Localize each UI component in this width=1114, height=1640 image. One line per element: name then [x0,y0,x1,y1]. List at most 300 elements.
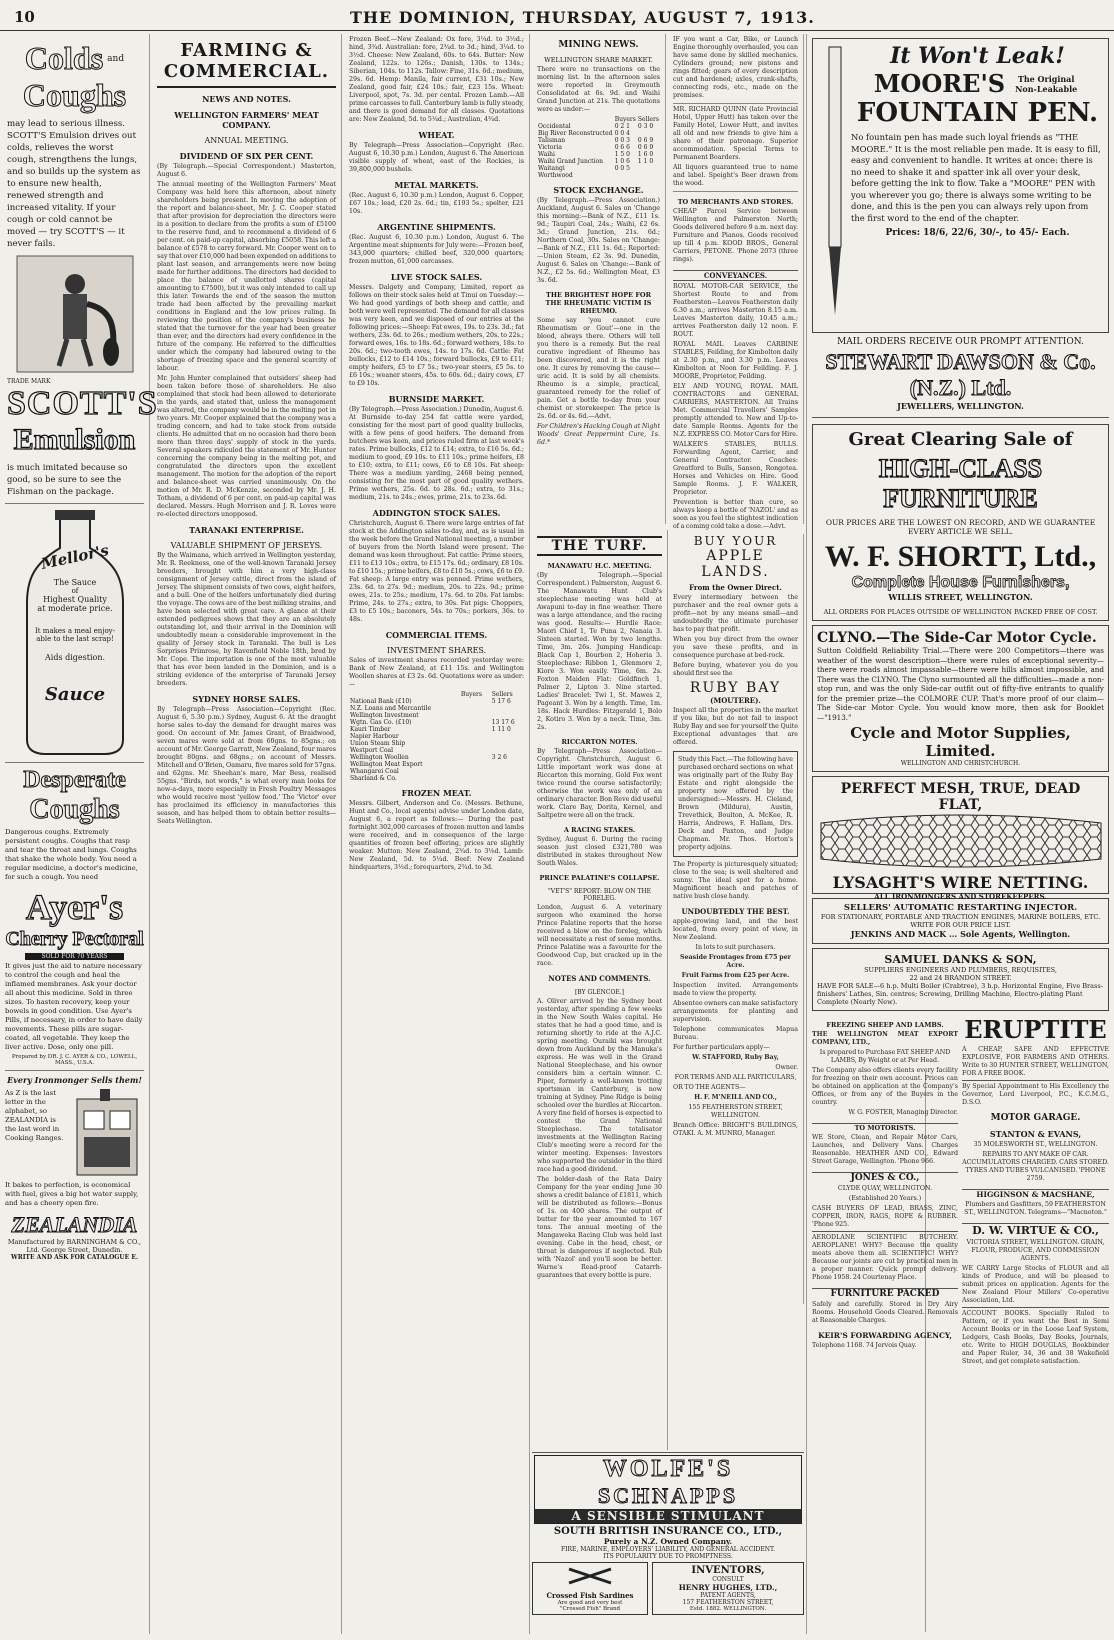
telephone-text: Telephone communicates Mapua Bureau. [673,1026,798,1041]
royal-motor-ad: ROYAL MOTOR-CAR SERVICE, the Shortest Route to and from Featherston—Leaves Featherston daily 6.30 a.m.; arrives Masterton 8.15 a.m. Leaves Masterton daily, 10.45 a.m.; arrives Featherston daily 12 noon. F. ROUT. [673,283,798,338]
prevention-ad: Prevention is better than cure, so always keep a bottle of 'NAZOL' and as soon as you feel the slightest indication of a coming cold take a dose.—Advt. [673,499,798,530]
table-row [537,137,660,144]
argentine-heading: ARGENTINE SHIPMENTS. [377,222,496,232]
freezing-heading: FREEZING SHEEP AND LAMBS. [826,1021,944,1029]
sardines-ad [532,1562,648,1615]
table-cell: Waitangi [538,165,565,172]
table-row [349,726,524,733]
south-british-ad [532,1526,804,1560]
terms-text: FOR TERMS AND ALL PARTICULARS, [674,1074,797,1081]
merchants-heading: TO MERCHANTS AND STORES. [677,198,794,206]
prince-heading: PRINCE PALATINE'S COLLAPSE. [539,874,660,882]
ruby-bay-ad [670,530,671,531]
sauce-line-0: The Sauce [53,578,97,587]
original-text: The Original Non-Leakable [1015,73,1078,94]
and-text: and [107,53,125,64]
vets-heading: "VET'S" REPORT: BLOW ON THE FORELEG. [548,888,651,902]
owner-label: Owner. [775,1064,798,1071]
burnside-body: (By Telegraph.—Press Association.) Dunedin, August 6. At Burnside to-day 254 fat cattle were yarded, consisting for the most part of good quality bullocks, with a few pens of good heifers. The demand from butchers was keen, and prices ruled firm at last week's rates. Prime bullocks, £12 to £14; extra, to £16 5s. 6d.; medium to good, £9 10s. to £11 10s.; prime heifers, £8 to £10; extra, to £11; cows, £6 to £8 10s. Fat sheep: There was a medium yarding, 2468 being penned, consisting for the most part of good quality wethers. Prime wethers, 25s. 6d. to 28s. 6d.; extra, to 31s.; medium, 21s. to 24s.; ewes, prime, 21s. to 23s. 6d. [349,406,524,501]
table-cell [637,130,660,137]
henry-hughes-name: HENRY HUGHES, LTD., [678,1583,778,1592]
cherry-pectoral-name: Cherry Pectoral [5,928,144,950]
column-farming-commercial [152,34,342,1634]
masthead [0,0,1114,31]
table-cell [460,754,491,761]
metal-heading: METAL MARKETS. [394,180,479,190]
complete-furnishers: Complete House Furnishers, [851,574,1070,591]
ely-young-ad: ELY AND YOUNG, ROYAL MAIL CONTRACTORS and GENERAL CARRIERS, MASTERTON. All Trains Met. Commercial Travellers' Samples promptly attended to. New and Up-to-date Sample Rooms. Agents for the N.Z. EXPRESS CO. Motor Cars for Hire. [673,383,798,438]
crossed-fish-icon [565,1565,615,1587]
great-clearing-heading: Great Clearing Sale of [848,429,1073,450]
farming-commercial-heading: FARMING & COMMERCIAL. [157,40,336,88]
range-stove-icon [72,1089,142,1179]
inventors-ad [652,1562,804,1615]
sardines-sub: Are good and very best [557,1600,623,1606]
table-cell: 0 0 5 [614,165,630,172]
table-cell: 0 2 1 [614,123,630,130]
apple-body-4: Inspect all the properties in the market if you like, but do not fail to inspect Ruby Bay and see for yourself the Quite Exceptional advantages that are offered. [673,707,798,746]
jones-established: (Established 20 Years.) [848,1195,922,1202]
table-cell: Whangarei Coal [350,768,399,775]
table-cell [460,768,491,775]
lots-text: In lots to suit purchasers. [695,944,776,951]
livestock-body: Messrs. Dalgety and Company, Limited, report as follows on their stock sales held at Tinui on Tuesday:—We had good yardings of both sheep and cattle, and both were well represented. The demand for all classes was very keen, and we disposed of our entries at the following prices:—Sheep: Fat ewes, 19s. to 23s. 3d.; fat wethers, 23s. 6d. to 26s.; medium wethers, 20s. to 22s.; forward ewes, 16s. to 18s. 6d.; forward wethers, 18s. to 20s. 6d.; two-tooth ewes, 14s. to 17s. 6d. Cattle: Fat bullocks, £12 to £14 10s.; forward bullocks, £9 to £11; empty heifers, £5 to £7 5s.; two-year steers, £5 5s. to £6 10s.; weaner steers, 45s. to 60s. 6d.; dairy cows, £7 to £9 10s. [349,284,524,387]
table-cell [460,761,491,768]
table-cell [491,705,524,712]
eruptite-appointment: By Special Appointment to His Excellency the Governor, Lord Liverpool, P.C., K.C.M.G., D.S.O. [962,1080,1109,1107]
from-owner-heading: From the Owner Direct. [689,583,782,592]
jerseys-heading: VALUABLE SHIPMENT OF JERSEYS. [170,541,323,550]
table-row [537,158,660,165]
table-cell: Kauri Timber [350,726,391,733]
mining-heading: MINING NEWS. [558,40,639,50]
page-number: 10 [14,8,35,26]
eruptite-body: A CHEAP, SAFE AND EFFECTIVE EXPLOSIVE, FOR FARMERS AND OTHERS. Write to 30 HUNTER STREET, WELLINGTON, FOR A FREE BOOK. [962,1046,1109,1077]
nz-owned-text: Purely a N.Z. Owned Company. [603,1537,733,1546]
table-header: Buyers [460,691,482,698]
addington-body: Christchurch, August 6. There were large entries of fat stock at the Addington sales to-day, and, as is usual in the week before the Grand National meeting, a number of buyers from the North Island were present. The demand was keen throughout. Fat cattle: Prime steers, £11 to £13 10s.; extra, to £15 17s. 6d.; ordinary, £8 10s. to £10 15s.; prime heifers, £8 to £10 5s.; cows, £6 to £9. Fat sheep: A large entry was penned. Prime wethers, 23s. 6d. to 27s. 9d.; medium, 20s. to 22s. 9d.; prime ewes, 21s. to 25s.; medium, 17s. 6d. to 20s. Fat lambs: Prime, 24s. to 27s.; extra, to 30s. Fat pigs: Choppers, £3 to £5 10s.; baconers, 54s. to 70s.; porkers, 36s. to 48s. [349,520,524,623]
sellers-injector-ad [812,898,1109,944]
table-cell: 1 1 0 [637,158,654,165]
wheat-heading: WHEAT. [418,130,455,140]
taranaki-heading: TARANAKI ENTERPRISE. [189,525,304,535]
branch-office: Branch Office: BRIGHT'S BUILDINGS, OTAKI. A. M. MUNRO, Manager. [673,1122,798,1137]
meat-export-body: The Company also offers clients every facility for freezing on their own account. Prices can be obtained on application at the Company's Offices, or from any of the Buyers in the country. [812,1067,958,1106]
stock-body: (By Telegraph.—Press Association.) Auckland, August 6. Sales on 'Change this morning:—Bank of N.Z., £11 1s. 9d.; Taupiri Coal, 24s.; Waihi, £2 6s. 3d.; Grand Junction, 21s. 6d.; Northern Coal, 30s. Sales on 'Change:—Bank of N.Z., £11 1s. 6d.; Reported:—Union Steam, £2 3s. 9d. Dunedin, August 6. Sales on 'Change:—Bank of N.Z., £2 5s. 6d.; Wellington Meat, £3 3s. 6d. [537,197,660,284]
table-cell: 3 2 6 [491,754,508,761]
table-row [537,123,660,130]
higginson-body: Plumbers and Gasfitters, 59 FEATHERSTON ST., WELLINGTON. Telegrams—"Macnoton." [964,1201,1107,1216]
sauce-line-3: at moderate price. [37,604,113,613]
children-cough: For Children's Hacking Cough at Night Woods' Great Peppermint Cure, 1s. 6d.* [537,423,660,446]
pen-prices: Prices: 18/6, 22/6, 30/-, to 45/- Each. [885,228,1070,238]
scotts-imitated-text: is much imitated because so good, so be sure to see the Fishman on the package. [7,462,128,496]
danks-ad [812,948,1109,1011]
table-cell: Westport Coal [350,747,394,754]
table-cell: 0 0 4 [614,130,630,137]
table-cell: 5 17 6 [491,698,511,705]
meat-export-prepared: Is prepared to Purchase FAT SHEEP AND LAMBS, By Weight or at Per Head. [819,1049,951,1064]
table-cell [637,172,660,179]
mellors-sauce-ad [5,508,144,758]
table-cell [460,740,491,747]
dateline: (By Telegraph.—Special Correspondent.) Masterton, August 6. [157,163,336,178]
clyno-heading: CLYNO.—The Side-Car Motor Cycle. [817,630,1097,646]
stanton-name: STANTON & EVANS, [989,1129,1082,1139]
mining-body: There were no transactions on the morning list. In the afternoon sales were reported in Greymouth Consolidated at 6s. 9d. and Waihi Grand Junction at 21s. The quotations were as under:— [537,66,660,113]
table-cell: Sharland & Co. [350,775,397,782]
rheumatic-heading: THE BRIGHTEST HOPE FOR THE RHEUMATIC VICTIM IS RHEUMO. [545,291,652,315]
mellors-name: Mellor's [39,541,111,573]
meat-company-heading: WELLINGTON FARMERS' MEAT COMPANY. [174,110,319,130]
frozen-meat-heading: FROZEN MEAT. [401,788,472,798]
scotts-emulsion-ad [5,38,158,499]
stanton-address: 35 MOLESWORTH ST., WELLINGTON. [973,1141,1098,1148]
table-cell: Waihi Grand Junction [538,158,603,165]
ironmonger-slogan: Every Ironmonger Sells them! [7,1075,142,1085]
jones-address: CLYDE QUAY, WELLINGTON. [837,1185,933,1192]
sardines-name: Crossed Fish Sardines [546,1591,634,1600]
table-cell: 0 6 6 [614,144,630,151]
sellers-heading: SELLERS' AUTOMATIC RESTARTING INJECTOR. [843,903,1078,913]
table-row [537,172,660,179]
table-row [537,165,660,172]
undoubtedly-heading: UNDOUBTEDLY THE BEST. [681,907,790,916]
aeroplane-butchery-ad: AERODLANE SCIENTIFIC BUTCHERY. AEROPLANE! WHY? Because the quality meats above them all. SCIENTIFIC! WHY? Because our joints are cut by practical men in a proper manner. Quick prompt delivery. Phone 1958. 24 Courtenay Place. [812,1231,958,1282]
manawatu-body: (By Telegraph.—Special Correspondent.) Palmerston, August 6. The Manawatu Hunt Club's steeplechase meeting was held at Awapuni to-day in fine weather. There was a large attendance, and the racing was good. Results:— Hurdle Race: Maori Chief 1, Te Puna 2, Nanaia 3. Sixteen started. Won by two lengths. Time, 3m. 26s. Jumping Handicap: Black Cap 1, Bourbon 2, Hoheria 3. Steeplechase: Ribbon 1, Glenmore 2, Kiore 3. Won easily. Time, 6m. 2s. Foxton Maiden Flat: Goldfinch 1, Palmer 2, Lipton 3. Nine started. Ladies' Bracelet: Twi 1, St. Mawes 2, Pageant 3. Won by a length. Time, 1m. 18s. Hack Hurdles: Fitzgerald 1, Bolo 2, Kotiro 3. Won by a neck. Time, 3m. 2s. [537,572,662,731]
cycle-supplies-name: Cycle and Motor Supplies, Limited. [850,724,1071,760]
table-cell: 0 0 3 [614,137,630,144]
frozen-meat-body: Messrs. Gilbert, Anderson and Co. (Messrs. Bethune, Hunt and Co., local agents) advise under London date, August 6, a report as follows:— During the past fortnight 302,000 carcases of frozen mutton and lambs were received, and in consequence of the large quantities of frozen beef offering, prices are slightly weaker. Mutton: New Zealand, 2¾d. to 3⅛d. Lamb: New Zealand, 5d. to 5¼d. Beef: New Zealand hindquarters, 3½d.; forequarters, 2¾d. to 3d. [349,800,524,871]
shortt-furniture-ad [812,424,1109,621]
table-cell: N.Z. Loans and Mercantile [350,705,432,712]
fountain-pen-icon [823,47,847,317]
share-market-heading: WELLINGTON SHARE MARKET. [544,56,653,64]
annual-meeting-heading: ANNUAL MEETING. [204,136,289,145]
sauce-line-6: Aids digestion. [44,653,106,662]
table-cell: National Bank (£10) [350,698,412,705]
continued-body: Frozen Beef.—New Zealand: Ox fore, 3¼d. to 3½d.; hind, 3¾d. Australian: fore, 2¾d. to 3d.; hind, 3¼d. to 3½d. Cheese: New Zealand, 60s. to 64s. Butter: New Zealand, 122s. to 126s.; Danish, 130s. to 134s.; Siberian, 104s. to 112s. Tallow: Fine, 31s. 6d.; medium, 29s. 6d. Hemp: Manila, fair current, £31 10s.; New Zealand, good fair, £24 10s.; fair, £23 15s. Wheat: Liverpool, spot, 7s. 3d. per cental. Frozen Lamb.—All prime carcasses to full. Canterbury lamb is fully steady, and there is good demand for all classes. Quotations are: New Zealand, 5d. to 5¼d.; Australian, 4¾d. [349,36,524,123]
motorists-heading: TO MOTORISTS. [812,1123,958,1132]
table-cell: Worthwood [538,172,573,179]
notes-body-2: The bolder-dash of the Rata Dairy Company for the year ending June 30 shows a credit balance of £1811, which will be distributed as follows:—Bonus of 1s. on 400 shares. The output of butter for the year amounted to 167 tons. The annual meeting of the Mangaweka Racing Club was held last evening. Cabe in the head, chest, or throat is dangerous if neglected. Rub with 'Nazol' and you'll soon be better. Warne's Read-proof Catarrh-guarantees that every bottle is pure. [537,1176,662,1279]
burnside-heading: BURNSIDE MARKET. [388,394,485,404]
consult-text: CONSULT [712,1576,744,1583]
table-cell: Union Steam Ship [350,740,406,747]
conveyances-heading: CONVEYANCES. [673,270,798,281]
table-row [349,719,524,726]
desperate-coughs-heading: Coughs [29,794,120,825]
table-cell: Wellington Meat Export [350,761,423,768]
desperate-body: Dangerous coughs. Extremely persistent coughs. Coughs that rasp and tear the throat and lungs. Coughs that shake the whole body. You need a regular medicine, a doctor's medicine, for such a cough. You need [5,828,138,881]
danks-name: SAMUEL DANKS & SON, [884,953,1037,966]
jewellers-text: JEWELLERS, WELLINGTON. [897,401,1024,411]
stewart-dawson-name: STEWART DAWSON & Co. (N.Z.) Ltd. [825,349,1096,400]
sauce-line-4: It makes a meal enjoy- [35,627,115,635]
lowest-text: OUR PRICES ARE THE LOWEST ON RECORD, AND WE GUARANTEE EVERY ARTICLE WE SELL. [825,518,1096,536]
table-row [349,691,524,698]
moores-name: MOORE'S [873,69,1006,98]
table-cell [614,172,637,179]
desperate-heading: Desperate [23,767,126,793]
bottom-middle-ads [532,1452,804,1635]
table-cell [460,733,491,740]
cycle-supplies-address: WELLINGTON AND CHRISTCHURCH. [900,760,1021,767]
table-cell [460,698,491,705]
table-cell: Napier Harbour [350,733,399,740]
notes-body: A. Oliver arrived by the Sydney boat yesterday, after spending a few weeks in the New South Wales capital. He states that he had a good time, and is returning shortly to ride at the A.J.C. spring meeting. Ouraiki was brought down from Auckland by the Manuka's express. He was well in the Grand National Steeplechase, and his owner considers him a certain winner. C. Piper, formerly a well-known trotting sportsman in Canterbury, is now training at Sydney. Pine Ridge is being schooled over the hurdles at Riccarton. A very fine field of horses is expected to contest the Grand National Steeplechase. The totalisator investments at the Wellington Racing Club's meeting were a record for the winter meeting. Expenses: Investors who supported the outsider in the third race had a good dividend. [537,998,662,1173]
jones-body: CASH BUYERS OF LEAD, BRASS, ZINC, COPPER, IRON, RAGS, ROPE & RUBBER. 'Phone 925. [812,1205,958,1228]
eruptite-name: ERUPTITE [964,1015,1107,1044]
racing-stakes-body: Sydney, August 6. During the racing season just closed £321,780 was distributed in stakes throughout New South Wales. [537,836,662,867]
racing-stakes-heading: A RACING STAKES. [563,826,636,834]
henry-address: 157 FEATHERSTON STREET, [682,1599,774,1606]
buy-your-heading: BUY YOUR [693,534,778,548]
inventors-heading: INVENTORS, [691,1565,765,1576]
popularity-text: ITS POPULARITY DUE TO PROMPTNESS. [603,1553,733,1560]
table-cell [460,775,491,782]
sauce-line-1: of [71,587,79,595]
table-row [537,116,660,123]
seaside-text: Seaside Frontages from £75 per Acre. [680,954,791,969]
fountain-pen-heading: FOUNTAIN PEN. [856,98,1099,128]
wire-netting-icon [821,813,1101,869]
table-cell: Waihi [538,151,555,158]
table-cell [491,768,524,775]
table-header [349,691,460,698]
table-header: Sellers [491,691,513,698]
column-the-turf [532,530,668,1450]
inspection-text: Inspection invited. Arrangements made to view the property. [673,982,798,997]
stafford-name: W. STAFFORD, Ruby Bay, [692,1054,779,1061]
apple-body-3: Before buying, whatever you do you should first see the [673,662,798,677]
table-row [537,151,660,158]
addington-heading: ADDINGTON STOCK SALES. [372,508,501,518]
stanton-body: REPAIRS TO ANY MAKE OF CAR. ACCUMULATORS CHARGED. CARS STORED. TYRES AND TUBES VULCANISED. 'PHONE 2759. [962,1151,1109,1182]
scotts-body: may lead to serious illness. SCOTT'S Emulsion drives out colds, relieves the worst cough, strengthens the lungs, and so builds up the system as to ensure new health, renewed strength and increased vitality. If your cough or cold cannot be moved — try SCOTT'S — it never fails. [7,119,141,249]
zealandia-right-text: It bakes to perfection, is economical with fuel, gives a big hot water supply, and has a cheery open fire. [5,1181,139,1207]
column-mining-turf [532,34,666,524]
newspaper-title: THE DOMINION, THURSDAY, AUGUST 7, 1913. [350,8,815,27]
table-cell [460,719,491,726]
zealandia-name: ZEALANDIA [11,1212,138,1237]
apple-body-6: apple-growing land, and the best located, from every point of view, in New Zealand. [673,918,798,941]
table-cell: 0 3 0 [637,123,654,130]
mining-table [537,116,660,179]
further-text: For further particulars apply— [673,1044,770,1051]
ironmongers-text: ALL IRONMONGERS AND STOREKEEPERS. [874,892,1047,901]
table-row [349,775,524,782]
catalogue-link[interactable]: WRITE AND ASK FOR CATALOGUE E. [11,1254,138,1261]
table-cell [491,740,524,747]
table-cell: Wgtn. Gas Co. (£10) [350,719,412,726]
table-cell [637,165,660,172]
danks-body: HAVE FOR SALE—6 h.p. Multi Boiler (Crabtree), 3 h.p. Horizontal Engine, Five Brass-finishers' Lathes, Sin. centres; Screwing, Drilling Machine, Electro-plating Plant Complete (Nearly New). [817,982,1103,1006]
riccarton-heading: RICCARTON NOTES. [561,738,638,746]
liquors-ad: All liquors guaranteed true to name and label. Speight's Beer drawn from the wood. [673,164,798,192]
table-cell: Occidental [538,123,571,130]
stimulant-banner: A SENSIBLE STIMULANT [535,1509,801,1523]
dividend-heading: DIVIDEND OF SIX PER CENT. [179,151,314,161]
column-livestock [344,34,530,1634]
table-cell [460,705,491,712]
apple-lands-heading: APPLE LANDS. [701,548,770,580]
keir-address: Telephone 1168. 74 Jervois Quay. [812,1342,917,1349]
zealandia-left-text: As Z is the last letter in the alphabet, so ZEALANDIA is the last word in Cooking Ranges. [5,1089,64,1142]
fisherman-trademark-icon [15,254,135,374]
jones-name: JONES & CO., [812,1172,958,1183]
virtue-body-2: WE CARRY Large Stocks of FLOUR and all kinds of Produce, and will be pleased to submit prices on application. Agents for the New Zealand Flour Millers' Co-operative Association, Ltd. [962,1265,1109,1304]
meat-body-2: Mr. John Hunter complained that outsiders' sheep had been taken before those of shareholders. He also complained that stock had been allowed to deteriorate in the yards, and stated that, unless the management was altered, the company would be in the melting pot in two years. Mr. Cooper explained that the company was a trading concern, and had to take stock from outside clients. He admitted that on no occasion had there been more than three days' supply of stock in the yards. Several speakers ridiculed the statement of Mr. Hunter concerning the company being in the melting pot, and congratulated the directors upon the excellent management. The motion for the adoption of the report and balance-sheet was carried unanimously. On the motion of Mr. R. D. McKenzie, seconded by Mr. J. H. Totham, a dividend of 6 per cent. on paid-up capital was declared. Messrs. Hugh Morrison and J. R. Loves were re-elected directors unopposed. [157,375,336,518]
table-cell [460,726,491,733]
table-cell: Victoria [538,144,562,151]
table-cell [460,747,491,754]
stewart-dawson-ad [812,337,1109,411]
wont-leak-heading: It Won't Leak! [890,43,1065,69]
manawatu-heading: MANAWATU H.C. MEETING. [547,562,652,570]
pen-body: No fountain pen has made such loyal friends as "THE MOORE." It is the most reliable pen made. It is easy to fill, easy and convenient to handle. It writes at once: there is no need to shake it and spatter ink all over your desk, before getting the ink to flow. Take a "MOORE" PEN with you wherever you go; there is always some writing to be done, and this is the pen you can always rely upon from the first word to the end of the chapter. [851,132,1101,223]
table-header [537,116,614,123]
zealandia-range-ad [5,1075,144,1261]
table-cell: Wellington Woollen [350,754,409,761]
moore-pen-ad [812,38,1109,333]
investment-body: Sales of investment shares recorded yesterday were: Bank of New Zealand, at £11 15s. and Wellington Woollen shares at £3 2s. 6d. Quotations were as under:— [349,657,524,688]
argentine-body: (Rec. August 6, 10.30 p.m.) London, August 6. The Argentine meat shipments for July were:—Frozen beef, 343,000 quarters; chilled beef, 320,000 quarters; frozen mutton, 61,000 carcasses. [349,234,524,265]
furniture-packed-body: Safely and carefully. Stored in Dry Airy Rooms. Household Goods Cleared. Removals at Reasonable Charges. [812,1301,958,1324]
riccarton-body: By Telegraph—Press Association—Copyright. Christchurch, August 6. Little important work was done at Riccarton this morning. Gold Fox went twice round the course satisfactorily; otherwise the work was only of an ordinary character. Bon Reve did useful work. Clare Bay, Dorita, Kernel, and Saltpetre were all on the track. [537,748,662,819]
table-cell: 13 17 6 [491,719,515,726]
all-orders-text: ALL ORDERS FOR PLACES OUTSIDE OF WELLINGTON PACKED FREE OF COST. [823,608,1098,616]
high-class-heading: HIGH-CLASS FURNITURE [878,454,1043,513]
livestock-heading: LIVE STOCK SALES. [390,272,483,282]
sellers-body: FOR STATIONARY, PORTABLE AND TRACTION ENGINES, MARINE BOILERS, ETC. WRITE FOR OUR PRICE LIST. [820,913,1101,929]
cheap-parcel-ad: CHEAP Parcel Service between Wellington and Palmerston North; Goods delivered before 9 a.m. next day. Furniture and Pianos. Goods received up till 4 p.m. KOOD BROS., General Carriers, PETONE. 'Phone 2073 (three rings). [673,208,798,263]
sydney-horse-heading: SYDNEY HORSE SALES. [192,694,301,704]
table-cell: Big River Reconstructed [538,130,613,137]
apple-body-5: The Property is picturesquely situated; close to the sea; is well sheltered and sunny. The ideal spot for a home. Magnificent beach and patches of native bush close handy. [673,861,798,900]
motorists-body: WE Store, Clean, and Repair Motor Cars, Launches, and Delivery Vans. Charges Reasonable. HEATHER AND CO., Edward Street Garage, Wellington. 'Phone 966. [812,1134,958,1165]
clyno-body: Sutton Coldfield Reliability Trial.—There were 200 Competitors—there was weather of the worst description—there were rules of exceptional severity—there were roads almost impassable—there were hills almost impossible, and There was the CLYNO. The Clyno surmounted all the difficulties—made a non-stop run, and was the only Side-car outfit out of fifty-five entrants to qualify for the premier prize—the COLMORE CUP. That's more proof of our claim—The Side-car Motor Cycle. You would know more, then ask for Booklet—"1913." [817,646,1104,722]
shortt-name: W. F. SHORTT, Ltd., [824,540,1097,573]
royal-mail-ad: ROYAL MAIL Leaves CARBINE STABLES, Feilding, for Kimbolton daily at 2.30 p.m., and 3.30 p.m. Leaves Kimbolton at Noon for Feilding. F. J. MOORE, Proprietor, Feilding. [673,341,798,380]
marine-text: FIRE, MARINE, EMPLOYERS' LIABILITY, AND GENERAL ACCIDENT. [560,1546,776,1553]
table-row [537,130,660,137]
scotts-name: SCOTT'S [7,385,158,422]
clyno-ad [812,625,1109,772]
table-row [349,747,524,754]
table-row [349,698,524,705]
table-cell: Wellington Investment [350,712,419,719]
column-classifieds [668,34,804,530]
table-cell: 1 5 0 [614,151,630,158]
henry-established: Estd. 1882. WELLINGTON. [689,1606,767,1612]
notes-heading: NOTES AND COMMENTS. [548,974,651,983]
sold-years: SOLD FOR 70 YEARS [25,953,124,960]
sauce-name: Sauce [44,684,106,705]
table-cell [460,712,491,719]
apple-body-1: Every intermediary between the purchaser and the real owner gets a profit—not by any means small—and undoubtedly the ultimate purchaser has to pay that profit. [673,594,798,633]
patent-agents-text: PATENT AGENTS, [700,1592,756,1599]
study-fact-box: Study this Fact.—The following have purchased orchard sections on what was originally part of the Ruby Bay Estate and right alongside the property now offered by the undersigned:—Messrs. H. Cleland, Brown (Mildura), Austin, Trevethick, Boulton, A. McKee, R. Harris, Andrews, F. Hallam, Drs. Deck and Paxton, and Judge Chapman. Mr. Thos. Horton's property adjoins. [673,751,798,857]
stock-exchange-heading: STOCK EXCHANGE. [553,185,644,195]
ayers-body: It gives just the aid to nature necessary to control the cough and heal the inflamed membranes. Ask your doctor all about this medicine. Sold in three sizes. To hasten recovery, keep your bowels in good condition. Use Ayer's Pills, if necessary, in order to have daily movements. These pills are sugar-coated, all vegetable. They keep the liver active. Dose, only one pill. [5,962,143,1051]
schnapps-name: SCHNAPPS [597,1483,739,1508]
table-cell: 0 6 9 [637,137,654,144]
table-cell: 0 6 9 [637,144,654,151]
virtue-body: VICTORIA STREET, WELLINGTON. GRAIN, FLOUR, PRODUCE, AND COMMISSION AGENTS. [966,1239,1105,1262]
table-row [349,768,524,775]
keir-name: KEIR'S FORWARDING AGENCY, [818,1331,952,1340]
wheat-body: By Telegraph—Press Association—Copyright (Rec. August 6, 10.30 p.m.) London, August 6. The American visible supply of wheat, east of the Rockies, is 39,800,000 bushels. [349,142,524,173]
turf-heading: THE TURF. [537,536,662,556]
table-row [537,144,660,151]
table-cell [491,761,524,768]
agents-address: 155 FEATHERSTON STREET, WELLINGTON. [688,1104,783,1119]
taranaki-body: By the Waimana, which arrived in Wellington yesterday, Mr. R. Reekness, one of the well-known Taranaki Jersey breeders, brought with him a very high-class consignment of Jersey cattle, direct from the island of Jersey. The shipment consists of two cows, eight heifers, and a bull. One of the heifers unfortunately died during the voyage. The cows are of the best milking strains, and have been selected with great care. A glance at their extended pedigrees shows that they are an absolutely outstanding lot, and their arrival in the Dominion will undoubtedly mean a considerable improvement in the quality of Jersey stock in Taranaki. The bull is Les Sorprises Primrose, by Ravenfield Noble 18th, bred by Mr. Cope. The importation is one of the most valuable that has ever been landed in the Dominion, and is a striking evidence of the enterprise of Taranaki Jersey breeders. [157,552,336,687]
table-cell [491,712,524,719]
danks-address: 22 and 24 BRANDON STREET. [909,974,1012,982]
motor-garage-heading: MOTOR GARAGE. [990,1113,1081,1123]
ruby-bay-heading: RUBY BAY [689,680,782,696]
sauce-line-2: Highest Quality [43,595,107,604]
column-ads-left [0,34,158,1634]
crossed-fish-brand: "Crossed Fish" Brand [559,1606,621,1612]
ayers-footer: Prepared by DR. J. C. AYER & CO., LOWELL, MASS., U.S.A. [11,1054,138,1066]
ayers-pectoral-ad [5,767,144,1066]
willis-street: WILLIS STREET, WELLINGTON. [888,592,1033,602]
shares-table [349,691,524,782]
table-header: Sellers [637,116,659,123]
jenkins-mack: JENKINS AND MACK ... Sole Agents, Wellington. [850,929,1071,939]
lysaght-netting-ad [812,776,1109,901]
table-cell [491,747,524,754]
or-to-text: OR TO THE AGENTS— [673,1084,746,1091]
coughs-heading: Coughs [22,77,127,113]
account-books-ad: ACCOUNT BOOKS. Specially Ruled to Pattern, or if you want the Best in Semi Account Books or in the Loose Leaf System, Ledgers, Cash Books, Day Books, Journals, etc. Write to HIGH DOUGLAS, Bookbinder and Paper Ruler, 34, 36 and 38 Wakefield Street, and get complete satisfaction. [962,1307,1109,1366]
agents-name: H. F. M'NEILL AND CO., [694,1094,777,1101]
rheumatic-body: Some say 'you cannot cure Rheumatism or Gout'—one in the blood, always there. Others will tell you there is a remedy. But the real curative ingredient of Rheumo has been discovered, and it is the right one. It cures by removing the cause—uric acid. It is sold by all chemists. Rheumo is a simple, practical, guaranteed remedy for the relief of pain. Get a bottle to-day from your chemist or storekeeper. The price is 2s. 6d. or 4s. 6d.—Advt. [537,317,660,420]
wolfes-name: WOLFE'S [602,1456,734,1482]
sauce-line-5: able to the last scrap! [36,635,114,643]
investment-heading: INVESTMENT SHARES. [386,646,487,655]
higginson-name: HIGGINSON & MACSHANE, [962,1189,1109,1199]
table-header: Buyers [614,116,636,123]
danks-sub: SUPPLIERS ENGINEERS AND PLUMBERS, REQUISITES, [864,966,1057,974]
perfect-mesh-text: PERFECT MESH, TRUE, DEAD FLAT, [840,781,1081,813]
furniture-packed-heading: FURNITURE PACKED [812,1288,958,1299]
table-row [349,705,524,712]
sydney-horse-body: By Telegraph—Press Association—Copyright (Rec. August 6, 5.30 p.m.) Sydney, August 6. At the draught horse sales to-day the demand for draught mares was good. On account of Mr. James Grant, of Braidwood, seven mares were sold at from 60gns. to 85gns.; on account of Mr. George Garratt, New Zealand, four mares brought 80gns. and 68gns.; on account of Messrs. Mitchell and O'Brien, Oamaru, five mares sold for 57gns. and 62gns. Mr. Sheehan's mare, Mar Bess, realised 55gns. "Birds, not words," is what every man looks for now-a-days, more especially in Fresh Poultry Messages who would receive most 'yellow food.' The 'Victor' ever has proclaimed its efficiency in manufactories this season, and has helped them to obtain better results—Seats Wellington. [157,706,336,825]
commercial-heading: COMMERCIAL ITEMS. [385,630,488,640]
table-cell: 1 0 6 [614,158,630,165]
meat-body-1: The annual meeting of the Wellington Farmers' Meat Company was held here this afternoon, about ninety shareholders being present. In moving the adoption of the report and balance-sheet, Mr. J. C. Cooper stated that after provision for depreciation the directors were in a position to declare from the profits a sum of £5100 to the reserve fund, and to recommend a dividend of 6 per cent. on paid-up capital, absorbing £5058. This left a balance of £578 to carry forward. Mr. Cooper went on to say that over £10,000 had been expended on additions to plant last season, and arrangements were now being made for further additions. The directors had decided to place the balance of unallotted shares (capital amounting to £7500), but it was only intended to call up this later. Towards the end of the season the mutton trade had been affected by the prevailing market conditions in England and the low prices ruling. In reviewing the position of the company's business he stated that the turnover for the year had been greater than ever, and the directors had every confidence in the future of the company. He referred to the difficulties under which the company had laboured owing to the shortage of freezing space and the general scarcity of labour. [157,181,336,372]
mail-orders-text: MAIL ORDERS RECEIVE OUR PROMPT ATTENTION. [837,337,1084,347]
metal-body: (Rec. August 6, 10.30 p.m.) London, August 6. Copper, £67 10s.; lead, £20 2s. 6d.; tin, £193 5s.; spelter, £21 10s. [349,192,524,215]
quinn-hotel-ad: MR. RICHARD QUINN (late Provincial Hotel, Upper Hutt) has taken over the Family Hotel, Lower Hutt, and invites all old and new friends to give him a share of their patronage. Superior accommodation. Special Terms to Permanent Boarders. [673,106,798,161]
news-notes-heading: NEWS AND NOTES. [202,94,291,104]
table-cell: 1 6 0 [637,151,654,158]
table-row [349,754,524,761]
south-british-name: SOUTH BRITISH INSURANCE CO., LTD., [553,1526,783,1537]
prince-body: London, August 6. A veterinary surgeon who examined the horse Prince Palatine reports that the horse received a blow on the foreleg, which will necessitate a rest of some months. Prince Palatine was a favourite for the Goodwood Cup, but cracked up in the race. [537,904,662,967]
ayers-name: Ayer's [25,887,124,927]
trade-mark-label: TRADE MARK [7,378,51,385]
table-row [349,761,524,768]
table-row [349,740,524,747]
column-ads-right [806,34,1114,1634]
walkers-stables-ad: WALKER'S STABLES, BULLS. Forwarding Agent, Carrier, and General Contractor. Coaches: Greatford to Bulls, Sanson, Rongotea. Horses and Vehicles on Hire. Good Sample Rooms. J. F. WALKER, Proprietor. [673,441,798,496]
table-row [349,733,524,740]
